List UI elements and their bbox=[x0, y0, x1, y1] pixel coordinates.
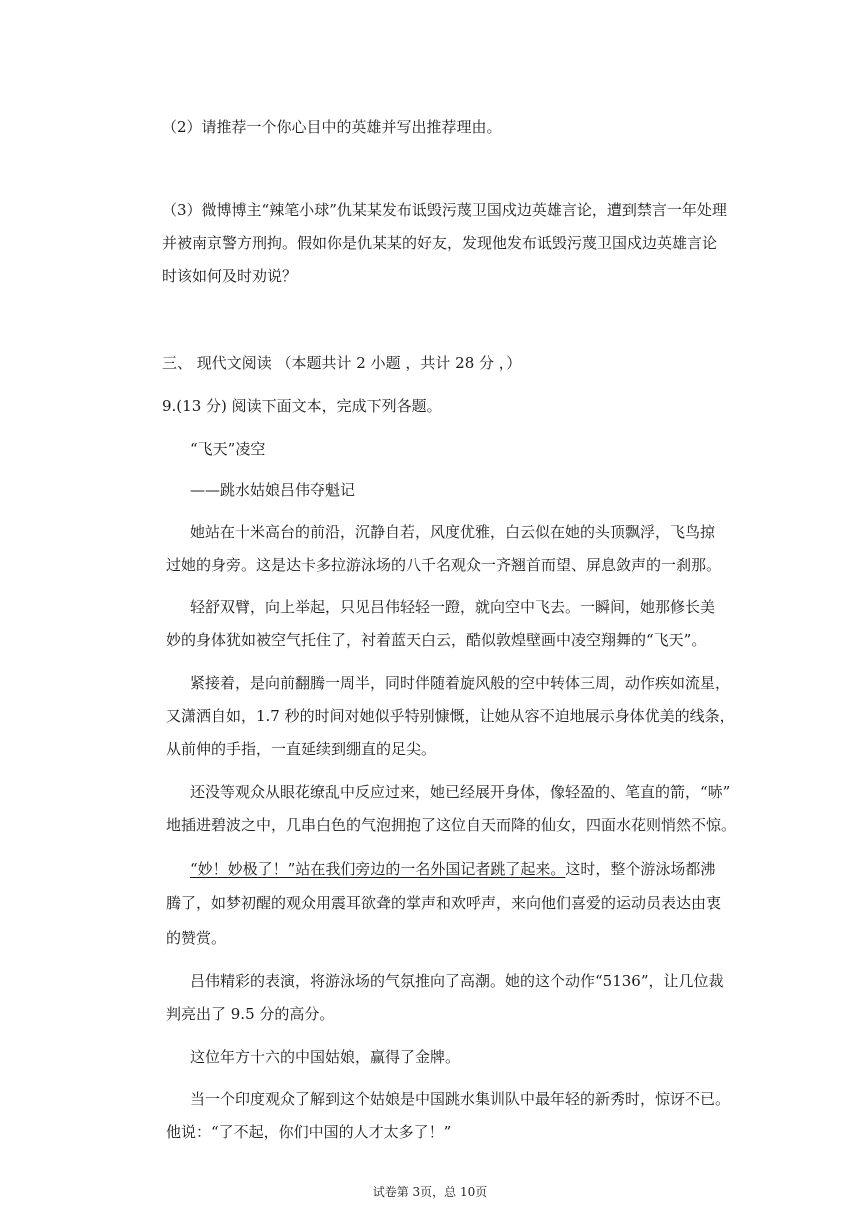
question-9-stem: 9.(13 分) 阅读下面文本，完成下列各题。 bbox=[162, 397, 442, 415]
paragraph-8-line-1: 当一个印度观众了解到这个姑娘是中国跳水集训队中最年轻的新秀时，惊讶不已。 bbox=[190, 1090, 731, 1108]
paragraph-8-line-2: 他说：“了不起，你们中国的人才太多了！” bbox=[166, 1123, 452, 1141]
article-subtitle: ——跳水姑娘吕伟夺魁记 bbox=[190, 481, 356, 499]
page-footer: 试卷第 3页，总 10页 bbox=[372, 1185, 488, 1199]
paragraph-3-line-1: 紧接着，是向前翻腾一周半，同时伴随着旋风般的空中转体三周，动作疾如流星， bbox=[190, 674, 731, 692]
question-8-part-3-line-2: 并被南京警方刑拘。假如你是仇某某的好友，发现他发布诋毁污蔑卫国戍边英雄言论 bbox=[162, 234, 718, 252]
paragraph-4-line-1: 还没等观众从眼花缭乱中反应过来，她已经展开身体，像轻盈的、笔直的箭，“哧” bbox=[190, 783, 731, 801]
section-heading: 三、 现代文阅读 （本题共计 2 小题 ，共计 28 分 ，） bbox=[162, 354, 522, 372]
paragraph-5-line-2: 腾了，如梦初醒的观众用震耳欲聋的掌声和欢呼声，来向他们喜爱的运动员表达由衷 bbox=[166, 894, 722, 912]
paragraph-4-line-2: 地插进碧波之中，几串白色的气泡拥抱了这位自天而降的仙女，四面水花则悄然不惊。 bbox=[166, 816, 737, 834]
paragraph-5-line-3: 的赞赏。 bbox=[166, 929, 227, 947]
question-8-part-2: （2）请推荐一个你心目中的英雄并写出推荐理由。 bbox=[162, 118, 502, 136]
paragraph-6-line-1: 吕伟精彩的表演，将游泳场的气氛推向了高潮。她的这个动作“5136”，让几位裁 bbox=[190, 972, 724, 990]
paragraph-3-line-2: 又潇洒自如，1.7 秒的时间对她似乎特别慷慨，让她从容不迫地展示身体优美的线条， bbox=[166, 707, 735, 725]
question-8-part-3-line-3: 时该如何及时劝说？ bbox=[162, 267, 298, 285]
paragraph-5-line-1-rest: 这时，整个游泳场都沸 bbox=[565, 860, 716, 878]
paragraph-2-line-1: 轻舒双臂，向上举起，只见吕伟轻轻一蹬，就向空中飞去。一瞬间，她那修长美 bbox=[190, 598, 716, 616]
paragraph-7: 这位年方十六的中国姑娘，赢得了金牌。 bbox=[190, 1048, 461, 1066]
underlined-sentence: “妙！妙极了！”站在我们旁边的一名外国记者跳了起来。 bbox=[190, 860, 566, 878]
paragraph-1-line-1: 她站在十米高台的前沿，沉静自若，风度优雅，白云似在她的头顶飘浮，飞鸟掠 bbox=[190, 523, 716, 541]
paragraph-2-line-2: 妙的身体犹如被空气托住了，衬着蓝天白云，酷似敦煌壁画中凌空翔舞的“飞天”。 bbox=[166, 631, 707, 649]
question-8-part-3-line-1: （3）微博博主“辣笔小球”仇某某发布诋毁污蔑卫国戍边英雄言论，遭到禁言一年处理 bbox=[162, 201, 727, 219]
paragraph-5-line-1 bbox=[190, 859, 715, 879]
paragraph-1-line-2: 过她的身旁。这是达卡多拉游泳场的八千名观众一齐翘首而望、屏息敛声的一刹那。 bbox=[166, 556, 722, 574]
paragraph-6-line-2: 判亮出了 9.5 分的高分。 bbox=[166, 1005, 335, 1023]
article-title: “飞天”凌空 bbox=[190, 440, 266, 458]
paragraph-3-line-3: 从前伸的手指，一直延续到绷直的足尖。 bbox=[166, 740, 437, 758]
